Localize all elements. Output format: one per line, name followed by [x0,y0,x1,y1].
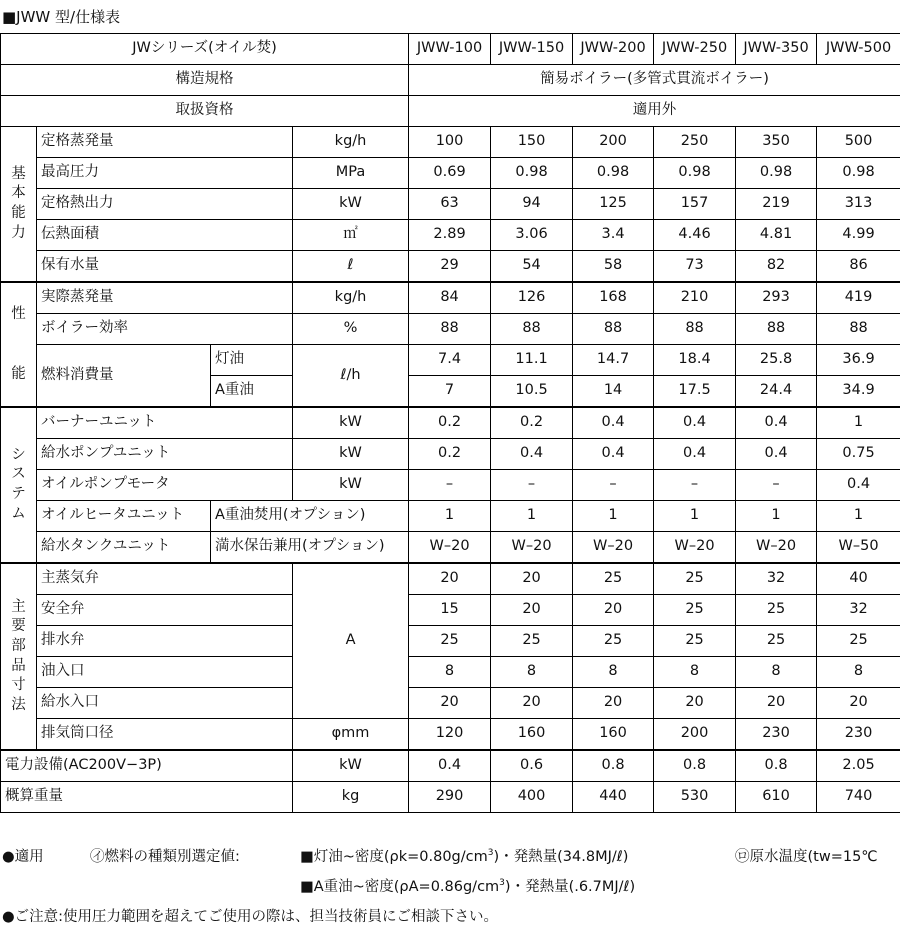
model-header: JWW-150 [491,34,573,65]
row-label: 給水入口 [37,688,293,719]
table-row: 概算重量 kg 290 400 440 530 610 740 [1,782,900,813]
row-label: オイルポンプモータ [37,470,293,501]
table-row: 基 本 能 力 定格蒸発量 kg/h 100 150 200 250 350 500 [1,127,900,158]
note-fuel: ㋑燃料の種類別選定値: [90,849,240,865]
row-label: 概算重量 [1,782,293,813]
page-title: ■JWW 型/仕様表 [2,8,121,26]
note-caution: ●ご注意:使用圧力範囲を超えてご使用の際は、担当技術員にご相談下さい。 [2,909,499,925]
row-label: 定格熱出力 [37,189,293,220]
note-applied: ●適用 [2,849,44,865]
table-row: 伝熱面積 ㎡ 2.89 3.06 3.4 4.46 4.81 4.99 [1,220,900,251]
row-unit: % [293,314,409,345]
table-row: 燃料消費量 灯油 ℓ/h 7.4 11.1 14.7 18.4 25.8 36.9 [1,345,900,376]
row-label: バーナーユニット [37,407,293,439]
group-parts: 主 要 部 品 寸 法 [1,563,37,750]
qualification-value: 適用外 [409,96,900,127]
model-header: JWW-100 [409,34,491,65]
row-label: 燃料消費量 [37,345,211,408]
table-row: 主 要 部 品 寸 法 主蒸気弁 A 20 20 25 25 32 40 [1,563,900,595]
table-row [1,34,900,65]
table-row: シ ス テ ム バーナーユニット kW 0.2 0.2 0.4 0.4 0.4 1 [1,407,900,439]
row-label: 伝熱面積 [37,220,293,251]
row-label: 排気筒口径 [37,719,293,751]
model-header: JWW-500 [817,34,900,65]
table-row: 最高圧力 MPa 0.69 0.98 0.98 0.98 0.98 0.98 [1,158,900,189]
model-header: JWW-200 [573,34,654,65]
spec-table [0,33,900,813]
table-row: 油入口 8 8 8 8 8 8 [1,657,900,688]
table-row: オイルヒータユニット A重油焚用(オプション) 1 1 1 1 1 1 [1,501,900,532]
table-row [1,65,900,96]
row-unit: kW [293,189,409,220]
row-label: 保有水量 [37,251,293,283]
row-label: 給水タンクユニット [37,532,211,564]
model-header: JWW-250 [654,34,736,65]
table-row [1,96,900,127]
row-unit: kg [293,782,409,813]
row-unit: ℓ [293,251,409,283]
table-row: 電力設備(AC200V−3P) kW 0.4 0.6 0.8 0.8 0.8 2.05 [1,750,900,782]
table-row: 保有水量 ℓ 29 54 58 73 82 86 [1,251,900,283]
note-raw-water: ㋺原水温度(tw=15℃ [735,849,878,865]
model-header: JWW-350 [736,34,817,65]
table-row: ボイラー効率 % 88 88 88 88 88 88 [1,314,900,345]
row-unit: ℓ/h [293,345,409,408]
row-label: 電力設備(AC200V−3P) [1,750,293,782]
table-row: A重油 7 10.5 14 17.5 24.4 34.9 [1,376,900,408]
table-row: 給水入口 20 20 20 20 20 20 [1,688,900,719]
note-heavy-a: ■A重油~密度$(\rho A=0.86g/cm^3)$・発熱量(.6.7MJ/ℓ) [300,878,636,895]
table-row: 安全弁 15 20 20 25 25 32 [1,595,900,626]
table-row: 排水弁 25 25 25 25 25 25 [1,626,900,657]
qualification-label: 取扱資格 [1,96,409,127]
table-row: 排気筒口径 φmm 120 160 160 200 230 230 [1,719,900,751]
row-unit: MPa [293,158,409,189]
row-label: 油入口 [37,657,293,688]
row-unit: kg/h [293,282,409,314]
table-row: 定格熱出力 kW 63 94 125 157 219 313 [1,189,900,220]
row-unit: A重油焚用(オプション) [211,501,409,532]
structure-label: 構造規格 [1,65,409,96]
row-label: 排水弁 [37,626,293,657]
row-label: 定格蒸発量 [37,127,293,158]
table-row: 性 能 実際蒸発量 kg/h 84 126 168 210 293 419 [1,282,900,314]
table-row: 給水タンクユニット 満水保缶兼用(オプション) W–20 W–20 W–20 W–20 W–20 W–50 [1,532,900,564]
series-label: JWシリーズ(オイル焚) [1,34,409,65]
row-label: 給水ポンプユニット [37,439,293,470]
row-unit: kW [293,439,409,470]
fuel-type: A重油 [211,376,293,408]
row-label: ボイラー効率 [37,314,293,345]
row-unit: kg/h [293,127,409,158]
row-unit: ㎡ [293,220,409,251]
row-label: 主蒸気弁 [37,563,293,595]
row-label: オイルヒータユニット [37,501,211,532]
row-label: 安全弁 [37,595,293,626]
row-unit: kW [293,470,409,501]
group-system: シ ス テ ム [1,407,37,563]
row-unit: A [293,563,409,719]
table-row: 給水ポンプユニット kW 0.2 0.4 0.4 0.4 0.4 0.75 [1,439,900,470]
row-unit: 満水保缶兼用(オプション) [211,532,409,564]
table-row: オイルポンプモータ kW – – – – – 0.4 [1,470,900,501]
row-unit: kW [293,750,409,782]
structure-value: 簡易ボイラー(多管式貫流ボイラー) [409,65,900,96]
row-unit: φmm [293,719,409,751]
row-label: 実際蒸発量 [37,282,293,314]
fuel-type: 灯油 [211,345,293,376]
note-kerosene: ■灯油~密度$(\rho k=0.80g/cm^3)$・発熱量(34.8MJ/ℓ) [300,848,629,865]
row-unit: kW [293,407,409,439]
group-performance: 性 能 [1,282,37,407]
group-basic: 基 本 能 力 [1,127,37,283]
row-label: 最高圧力 [37,158,293,189]
